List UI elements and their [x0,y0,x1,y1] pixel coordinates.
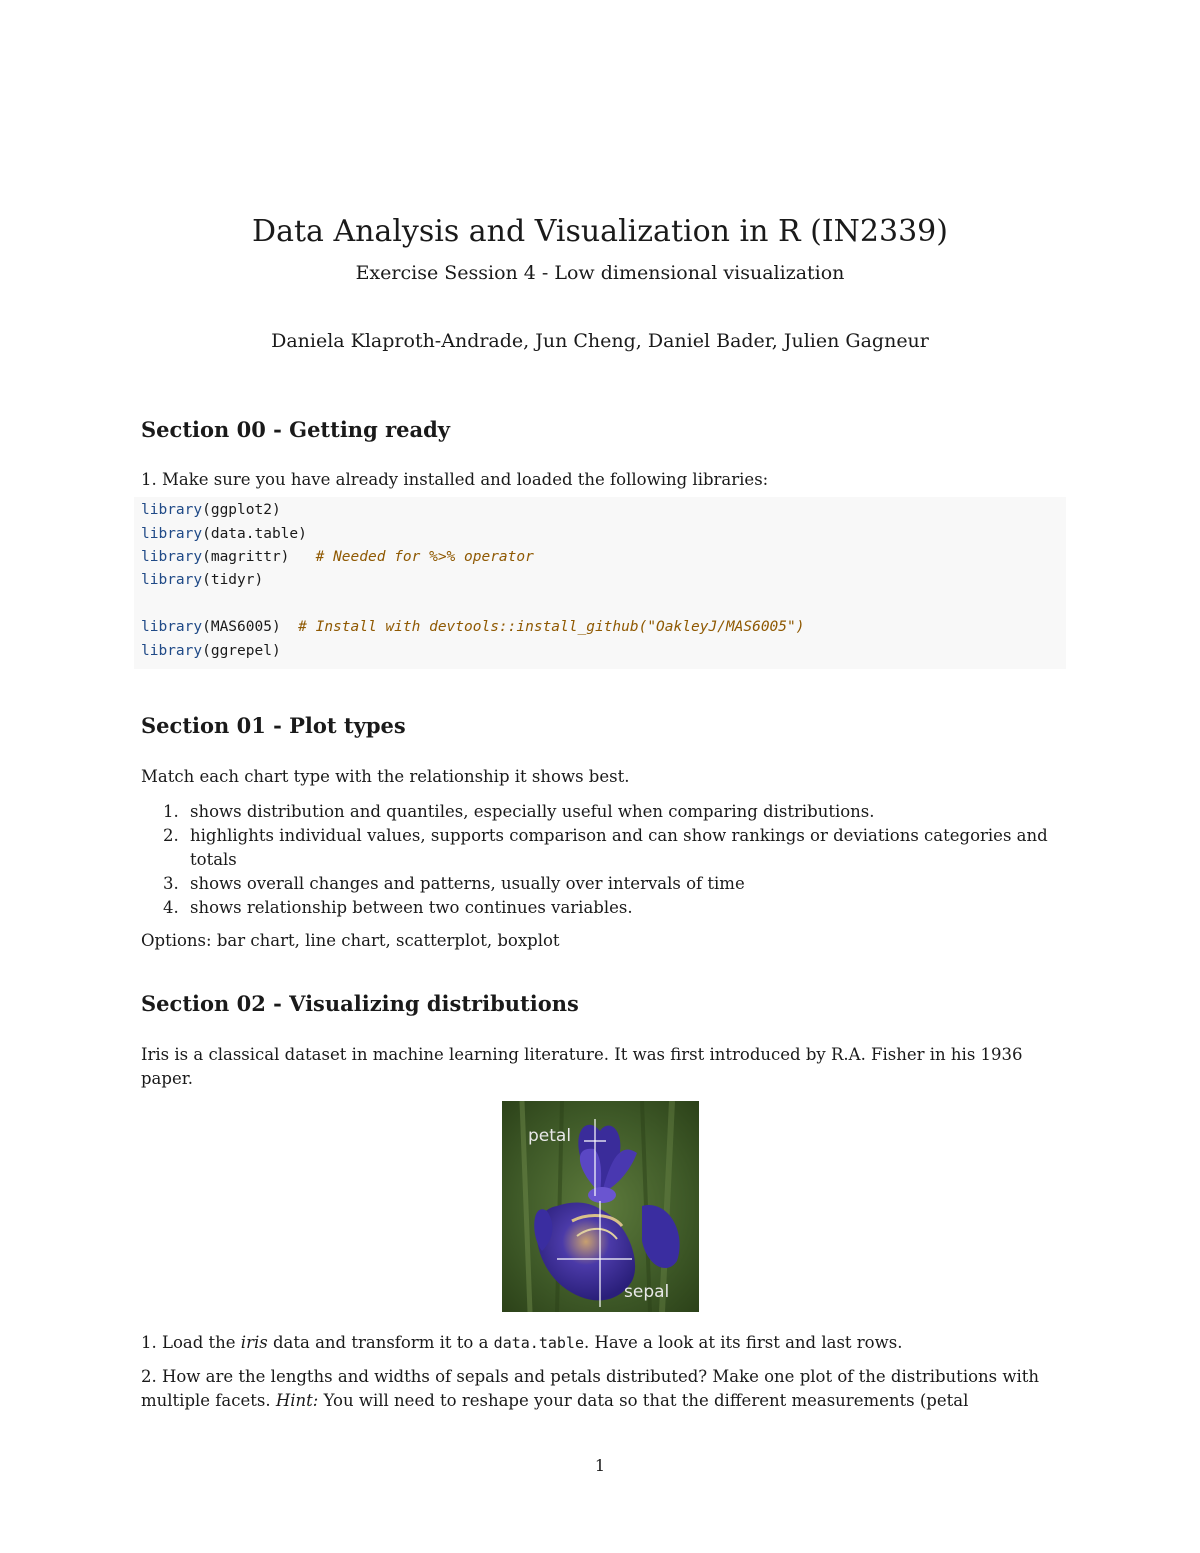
question-1: 1. Load the iris data and transform it to a data.table. Have a look at its first and last rows. [141,1333,903,1352]
code-line [141,640,281,664]
section-02-heading: Section 02 - Visualizing distributions [141,991,579,1016]
section-02-intro: Iris is a classical dataset in machine learning literature. It was first introduced by R.A. Fisher in his 1936 paper. [141,1045,1023,1088]
plot-type-list [141,800,1066,920]
code-comment: # Install with devtools::install_github("OakleyJ/MAS6005") [298,619,805,635]
list-number: 4. [163,898,179,917]
list-item-text: shows relationship between two continues variables. [190,898,633,917]
code-function: library [141,619,203,635]
code-function: library [141,643,203,659]
code-argument: (tidyr) [202,572,264,588]
document-authors: Daniela Klaproth-Andrade, Jun Cheng, Daniel Bader, Julien Gagneur [271,330,929,352]
list-number: 3. [163,874,179,893]
list-item-text: shows distribution and quantiles, especially useful when comparing distributions. [190,802,875,821]
code-line [141,569,263,593]
section-01-heading: Section 01 - Plot types [141,713,406,738]
list-number: 1. [163,802,179,821]
list-number: 2. [163,826,179,845]
list-item-text: highlights individual values, supports comparison and can show rankings or deviations categories and totals [190,826,1048,869]
code-line [141,616,804,640]
sepal-label: sepal [624,1282,670,1302]
list-item [141,896,1066,920]
code-line [141,523,307,547]
chart-options: Options: bar chart, line chart, scatterplot, boxplot [141,931,560,950]
iris-flower-image [502,1101,699,1312]
page-number: 1 [594,1456,606,1475]
question-2: 2. How are the lengths and widths of sepals and petals distributed? Make one plot of the distributions with multiple facets. Hint: You will need to reshape your data so that the different measurements (petal [141,1367,1040,1410]
petal-label: petal [528,1126,572,1146]
document-title: Data Analysis and Visualization in R (IN2339) [252,214,948,249]
code-function: library [141,502,203,518]
section-00-intro: 1. Make sure you have already installed and loaded the following libraries: [141,470,769,489]
code-function: library [141,549,203,565]
code-comment: # Needed for %>% operator [315,549,534,565]
list-item [141,800,1066,824]
code-argument: (ggrepel) [202,643,281,659]
list-item [141,824,1066,872]
section-01-intro: Match each chart type with the relationship it shows best. [141,767,630,786]
code-argument: (data.table) [202,526,307,542]
code-line [141,546,534,570]
code-argument: (ggplot2) [202,502,281,518]
section-00-heading: Section 00 - Getting ready [141,417,450,442]
document-subtitle: Exercise Session 4 - Low dimensional visualization [355,262,845,284]
list-item [141,872,1066,896]
code-function: library [141,572,203,588]
code-argument: (MAS6005) [202,619,299,635]
code-function: library [141,526,203,542]
code-line [141,499,281,523]
list-item-text: shows overall changes and patterns, usually over intervals of time [190,874,745,893]
code-argument: (magrittr) [202,549,316,565]
